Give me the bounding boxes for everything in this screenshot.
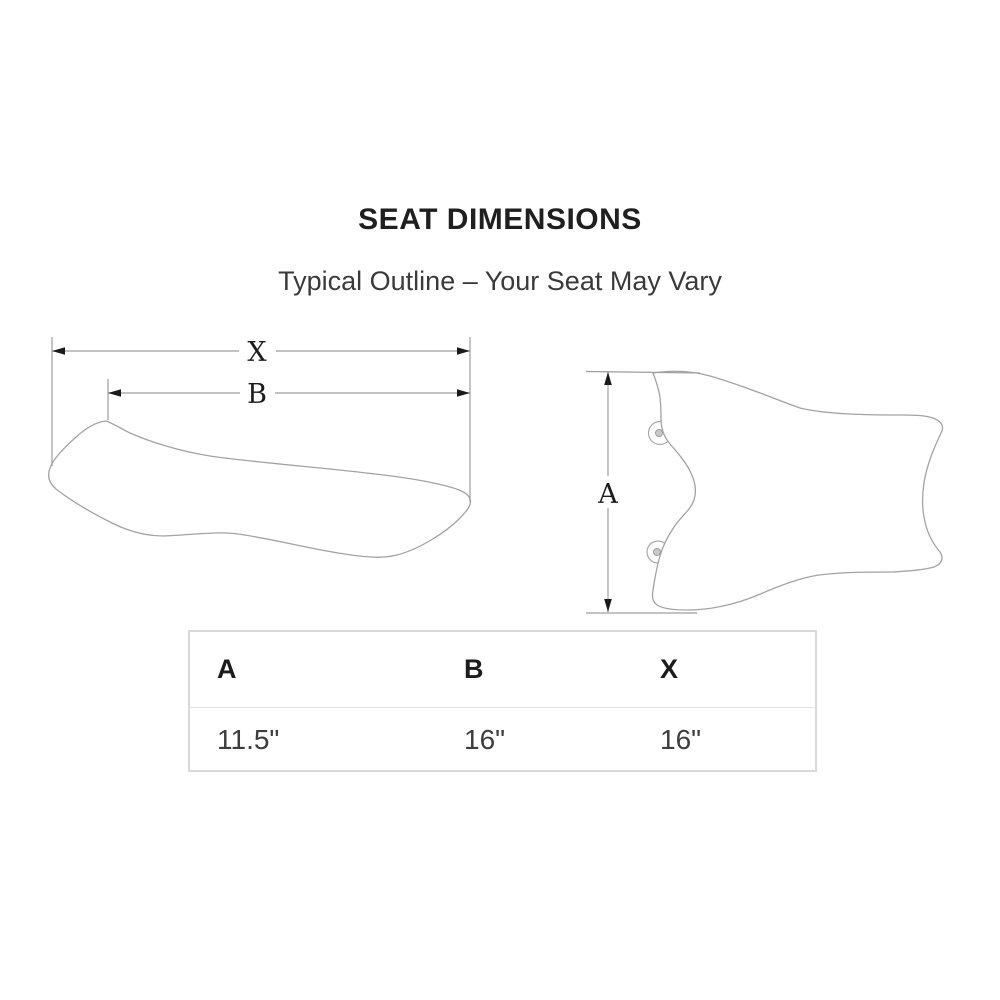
dim-a-arrow-top bbox=[604, 372, 612, 385]
dim-b-label: B bbox=[247, 379, 267, 410]
table-header-a: A bbox=[217, 654, 237, 684]
dimensions-table bbox=[188, 630, 817, 772]
table-value-row bbox=[190, 708, 815, 771]
dim-b-arrow-left bbox=[108, 389, 121, 397]
bolt-hole-bottom-icon bbox=[654, 549, 661, 556]
top-view-diagram bbox=[586, 371, 943, 613]
side-view-diagram bbox=[49, 336, 471, 557]
table-header-x: X bbox=[660, 654, 679, 684]
seat-top-outline bbox=[652, 371, 942, 610]
dim-a-arrow-bottom bbox=[604, 599, 612, 612]
dim-a-label: A bbox=[598, 479, 618, 510]
dim-x-arrow-right bbox=[457, 347, 470, 355]
dim-x-label: X bbox=[247, 337, 267, 368]
page-title: SEAT DIMENSIONS bbox=[358, 203, 642, 236]
seat-side-outline bbox=[49, 421, 471, 557]
page-subtitle: Typical Outline – Your Seat May Vary bbox=[278, 266, 722, 296]
table-header-row bbox=[190, 632, 815, 708]
table-header-b: B bbox=[464, 654, 484, 684]
dim-x-arrow-left bbox=[52, 347, 65, 355]
table-value-x: 16" bbox=[660, 723, 702, 755]
table-value-b: 16" bbox=[464, 723, 506, 755]
table-value-a: 11.5" bbox=[217, 723, 280, 755]
bolt-hole-top-icon bbox=[656, 430, 663, 437]
dim-b-arrow-right bbox=[457, 389, 470, 397]
